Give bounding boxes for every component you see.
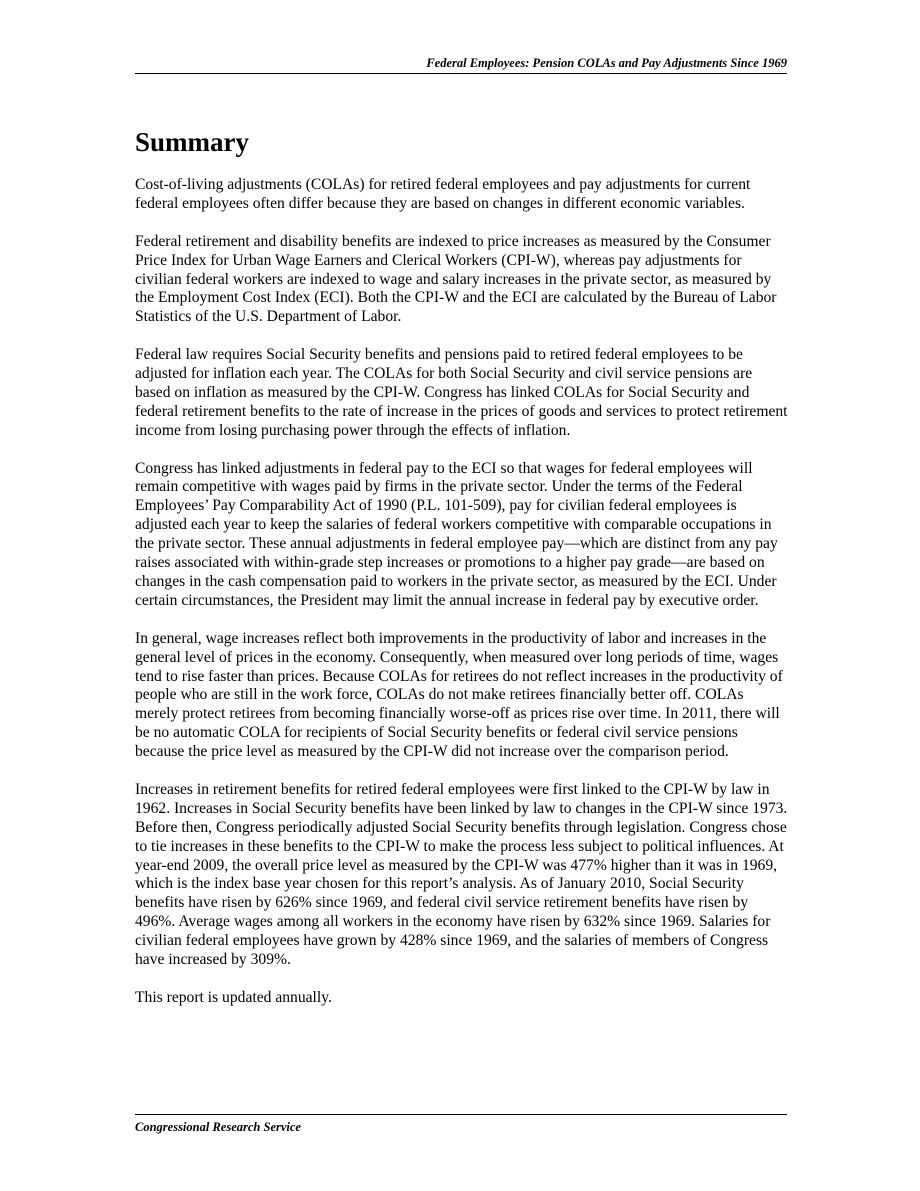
running-header: Federal Employees: Pension COLAs and Pay Adjustments Since 1969 — [135, 55, 787, 74]
paragraph-update-note: This report is updated annually. — [135, 988, 332, 1006]
paragraph-colas-intro: Cost-of-living adjustments (COLAs) for retired federal employees and pay adjustments for current federal employees often differ because they are based on changes in different economic variables. — [135, 176, 751, 212]
paragraph-pay-comparability: Congress has linked adjustments in federal pay to the ECI so that wages for federal employees will remain competitive with wages paid by firms in the private sector. Under the terms of the Federal Employees’ Pay Comparability Act of 1990 (P.L. 101-509), pay for civilian federal employees is adjusted each year to keep the salaries of federal workers competitive with comparable occupations in the private sector. These annual adjustments in federal employee pay—which are distinct from any pay raises associated with within-grade step increases or promotions to a higher pay grade—are based on changes in the cash compensation paid to workers in the private sector, as measured by the ECI. Under certain circumstances, the President may limit the annual increase in federal pay by executive order. — [135, 459, 778, 609]
paragraph-inflation-adjustment: Federal law requires Social Security benefits and pensions paid to retired federal employees to be adjusted for inflation each year. The COLAs for both Social Security and civil service pensions are based on inflation as measured by the CPI-W. Congress has linked COLAs for Social Security and federal retirement benefits to the rate of increase in the prices of goods and services to protect retirement income from losing purchasing power through the effects of inflation. — [135, 346, 788, 439]
paragraph-history: Increases in retirement benefits for retired federal employees were first linked to the CPI-W by law in 1962. Increases in Social Security benefits have been linked by law to changes in the CPI-W since 1973. Before then, Congress periodically adjusted Social Security benefits through legislation. Congress chose to tie increases in these benefits to the CPI-W to make the process less subject to political influences. At year-end 2009, the overall price level as measured by the CPI-W was 477% higher than it was in 1969, which is the index base year chosen for this report’s analysis. As of January 2010, Social Security benefits have risen by 626% since 1969, and federal civil service retirement benefits have risen by 496%. Average wages among all workers in the economy have risen by 632% since 1969. Salaries for civilian federal employees have grown by 428% since 1969, and the salaries of members of Congress have increased by 309%. — [135, 780, 788, 969]
section-heading: Summary — [135, 127, 249, 157]
paragraph-indexing: Federal retirement and disability benefits are indexed to price increases as measured by the Consumer Price Index for Urban Wage Earners and Clerical Workers (CPI-W), whereas pay adjustments for civilian federal workers are indexed to wage and salary increases in the private sector, as measured by the Employment Cost Index (ECI). Both the CPI-W and the ECI are calculated by the Bureau of Labor Statistics of the U.S. Department of Labor. — [135, 232, 777, 326]
running-footer: Congressional Research Service — [135, 1114, 787, 1135]
paragraph-wage-increases: In general, wage increases reflect both improvements in the productivity of labor and increases in the general level of prices in the economy. Consequently, when measured over long periods of time, wages tend to rise faster than prices. Because COLAs for retirees do not reflect increases in the productivity of people who are still in the work force, COLAs do not make retirees financially better off. COLAs merely protect retirees from becoming financially worse-off as prices rise over time. In 2011, there will be no automatic COLA for recipients of Social Security benefits or federal civil service pensions because the price level as measured by the CPI-W did not increase over the comparison period. — [135, 629, 783, 761]
summary-body — [135, 176, 790, 1027]
